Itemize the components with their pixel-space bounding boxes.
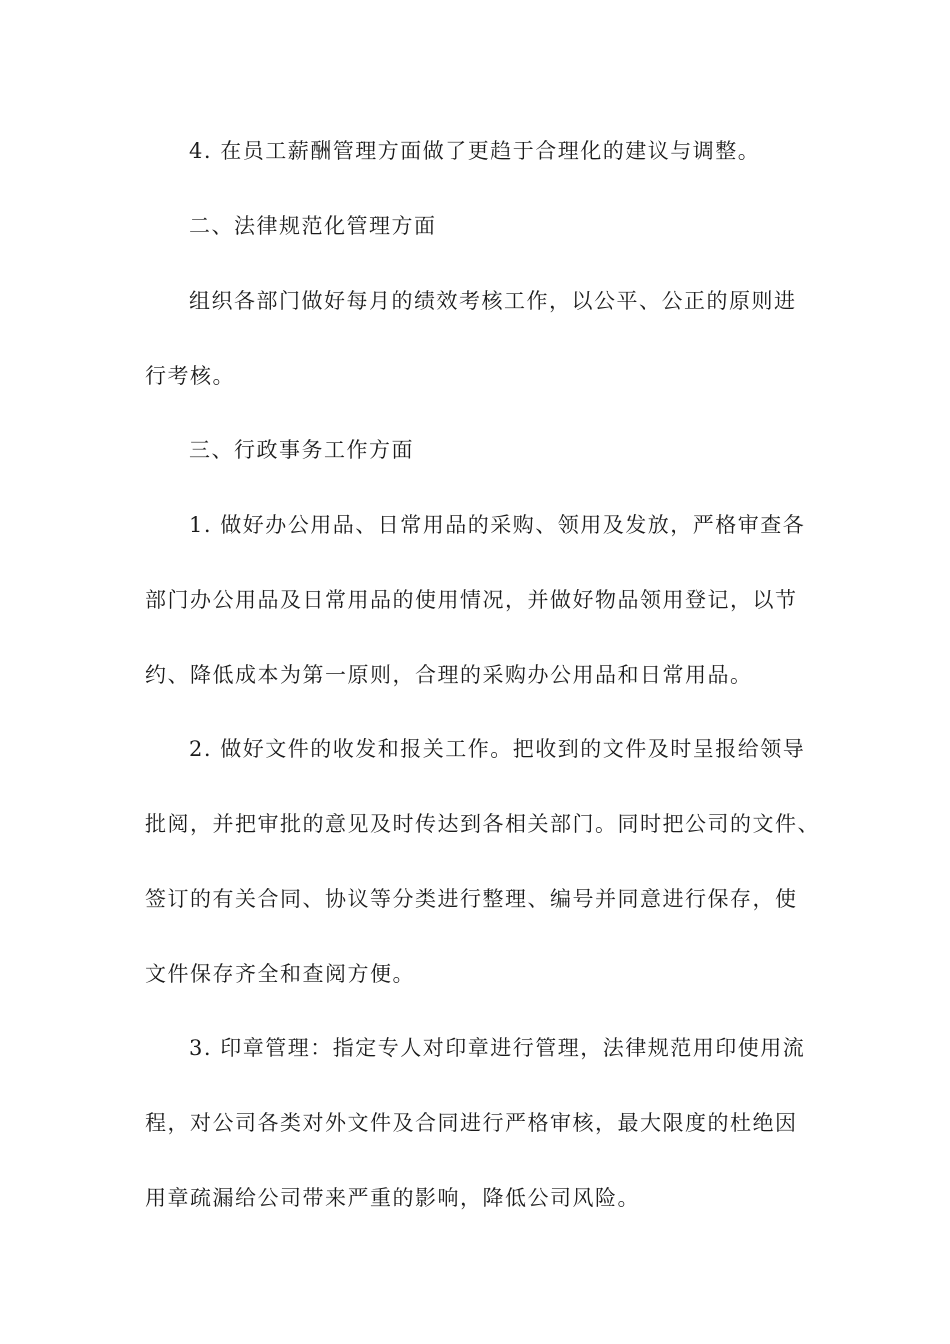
text-line: 2. 做好文件的收发和报关工作。把收到的文件及时呈报给领导 <box>189 737 806 761</box>
paragraph-item-3-seal <box>145 1011 810 1236</box>
text-line: 3. 印章管理：指定专人对印章进行管理，法律规范用印使用流 <box>189 1036 806 1060</box>
text-line: 行考核。 <box>145 364 235 388</box>
section-heading-legal <box>145 189 810 264</box>
text-line: 三、行政事务工作方面 <box>189 438 414 462</box>
text-line: 二、法律规范化管理方面 <box>189 214 437 238</box>
text-line: 签订的有关合同、协议等分类进行整理、编号并同意进行保存，使 <box>145 887 798 911</box>
text-line: 文件保存齐全和查阅方便。 <box>145 962 415 986</box>
paragraph-item-1-supplies <box>145 488 810 713</box>
text-line: 部门办公用品及日常用品的使用情况，并做好物品领用登记，以节 <box>145 588 798 612</box>
paragraph-item-2-documents <box>145 712 820 1012</box>
section-heading-admin <box>145 413 810 488</box>
text-line: 组织各部门做好每月的绩效考核工作，以公平、公正的原则进 <box>189 289 797 313</box>
text-line: 4. 在员工薪酬管理方面做了更趋于合理化的建议与调整。 <box>189 139 761 163</box>
text-line: 约、降低成本为第一原则，合理的采购办公用品和日常用品。 <box>145 663 753 687</box>
text-line: 批阅，并把审批的意见及时传达到各相关部门。同时把公司的文件、 <box>145 812 820 836</box>
paragraph-item-4-salary <box>145 114 810 189</box>
text-line: 1. 做好办公用品、日常用品的采购、领用及发放，严格审查各 <box>189 513 806 537</box>
paragraph-performance-review <box>145 264 810 414</box>
text-line: 程，对公司各类对外文件及合同进行严格审核，最大限度的杜绝因 <box>145 1111 798 1135</box>
text-line: 用章疏漏给公司带来严重的影响，降低公司风险。 <box>145 1186 640 1210</box>
